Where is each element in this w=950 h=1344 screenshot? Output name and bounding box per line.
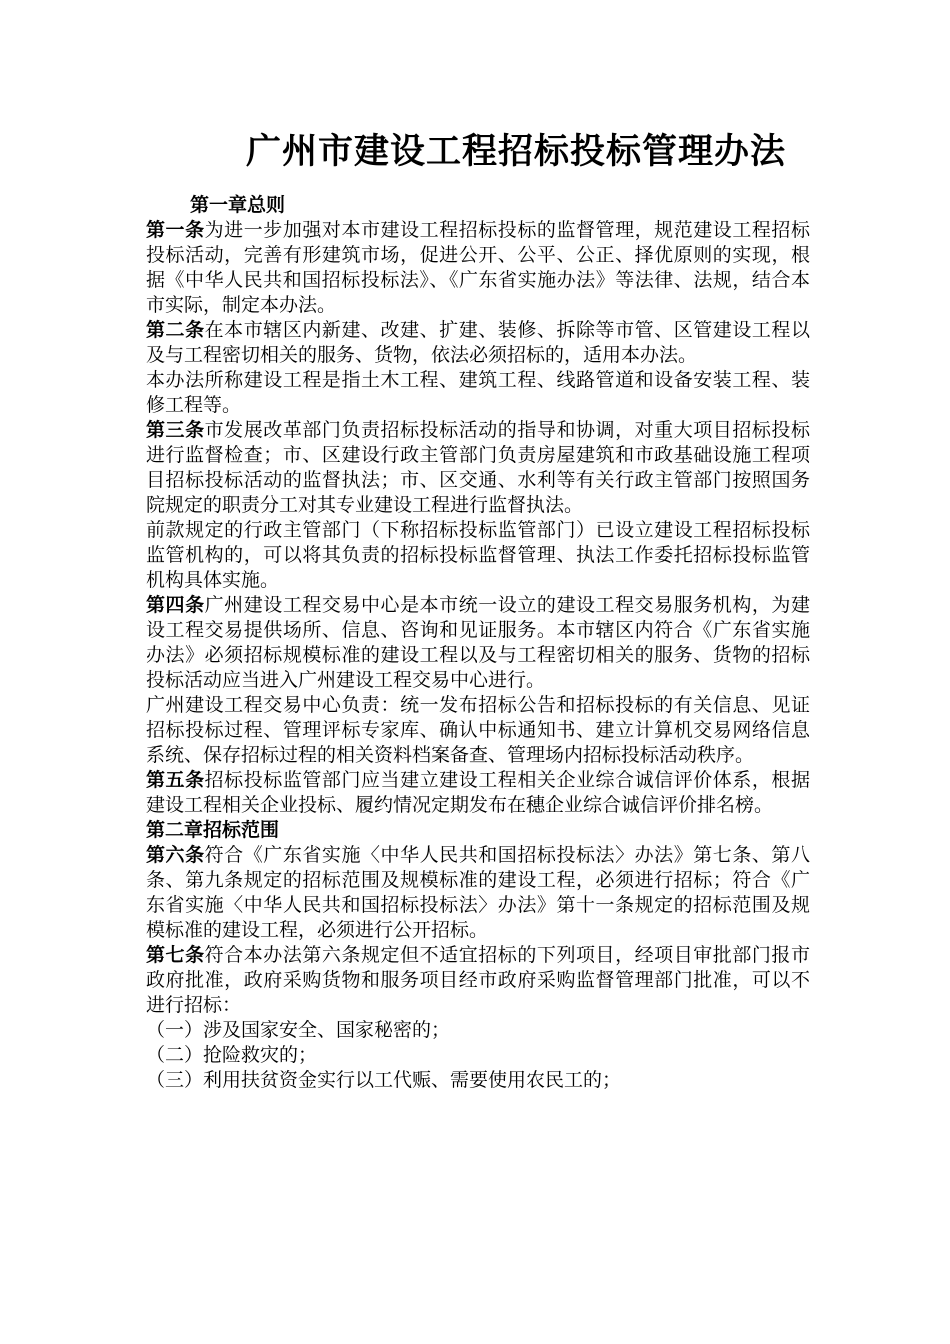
article-text: 符合本办法第六条规定但不适宜招标的下列项目，经项目审批部门报市政府批准，政府采购货物和服务项目经市政府采购监督管理部门批准，可以不进行招标： <box>146 944 810 1016</box>
article-paragraph <box>146 943 810 1018</box>
article-text: 前款规定的行政主管部门（下称招标投标监管部门）已设立建设工程招标投标监管机构的，可以将其负责的招标投标监督管理、执法工作委托招标投标监管机构具体实施。 <box>146 519 810 591</box>
list-item-text: （二）抢险救灾的； <box>146 1044 318 1066</box>
article-text: 市发展改革部门负责招标投标活动的指导和协调，对重大项目招标投标进行监督检查；市、区建设行政主管部门负责房屋建筑和市政基础设施工程项目招标投标活动的监督执法；市、区交通、水利等有关行政主管部门按照国务院规定的职责分工对其专业建设工程进行监督执法。 <box>146 419 810 516</box>
article-text: 在本市辖区内新建、改建、扩建、装修、拆除等市管、区管建设工程以及与工程密切相关的服务、货物，依法必须招标的，适用本办法。 <box>146 319 810 366</box>
article-label: 第一条 <box>146 219 205 241</box>
document-body <box>146 193 810 1093</box>
article-paragraph <box>146 768 810 818</box>
article-text: 广州建设工程交易中心负责：统一发布招标公告和招标投标的有关信息、见证招标投标过程、管理评标专家库、确认中标通知书、建立计算机交易网络信息系统、保存招标过程的相关资料档案备查、管理场内招标投标活动秩序。 <box>146 694 810 766</box>
article-label: 第六条 <box>146 844 205 866</box>
article-paragraph <box>146 418 810 518</box>
article-paragraph <box>146 518 810 593</box>
article-label: 第二条 <box>146 319 205 341</box>
list-item <box>146 1068 810 1093</box>
chapter-heading: 第一章总则 <box>190 194 286 216</box>
list-item-text: （三）利用扶贫资金实行以工代赈、需要使用农民工的； <box>146 1069 622 1091</box>
article-text: 广州建设工程交易中心是本市统一设立的建设工程交易服务机构，为建设工程交易提供场所、信息、咨询和见证服务。本市辖区内符合《广东省实施办法》必须招标规模标准的建设工程以及与工程密切相关的服务、货物的招标投标活动应当进入广州建设工程交易中心进行。 <box>146 594 810 691</box>
article-paragraph <box>146 843 810 943</box>
list-item-text: （一）涉及国家安全、国家秘密的； <box>146 1019 451 1041</box>
list-item <box>146 1043 810 1068</box>
article-paragraph <box>146 218 810 318</box>
article-paragraph <box>146 593 810 693</box>
document-title: 广州市建设工程招标投标管理办法 <box>246 131 787 172</box>
article-label: 第四条 <box>146 594 205 616</box>
article-label: 第五条 <box>146 769 205 791</box>
article-text: 符合《广东省实施〈中华人民共和国招标投标法〉办法》第七条、第八条、第九条规定的招标范围及规模标准的建设工程，必须进行招标；符合《广东省实施〈中华人民共和国招标投标法〉办法》第十一条规定的招标范围及规模标准的建设工程，必须进行公开招标。 <box>146 844 810 941</box>
article-label: 第七条 <box>146 944 205 966</box>
article-paragraph <box>146 368 810 418</box>
article-text: 本办法所称建设工程是指土木工程、建筑工程、线路管道和设备安装工程、装修工程等。 <box>146 369 810 416</box>
article-paragraph <box>146 318 810 368</box>
article-paragraph <box>146 693 810 768</box>
article-text: 为进一步加强对本市建设工程招标投标的监督管理，规范建设工程招标投标活动，完善有形建筑市场，促进公开、公平、公正、择优原则的实现，根据《中华人民共和国招标投标法》、《广东省实施办法》等法律、法规，结合本市实际，制定本办法。 <box>146 219 810 316</box>
chapter-heading: 第二章招标范围 <box>146 819 280 841</box>
article-text: 招标投标监管部门应当建立建设工程相关企业综合诚信评价体系，根据建设工程相关企业投标、履约情况定期发布在穗企业综合诚信评价排名榜。 <box>146 769 810 816</box>
list-item <box>146 1018 810 1043</box>
article-label: 第三条 <box>146 419 205 441</box>
